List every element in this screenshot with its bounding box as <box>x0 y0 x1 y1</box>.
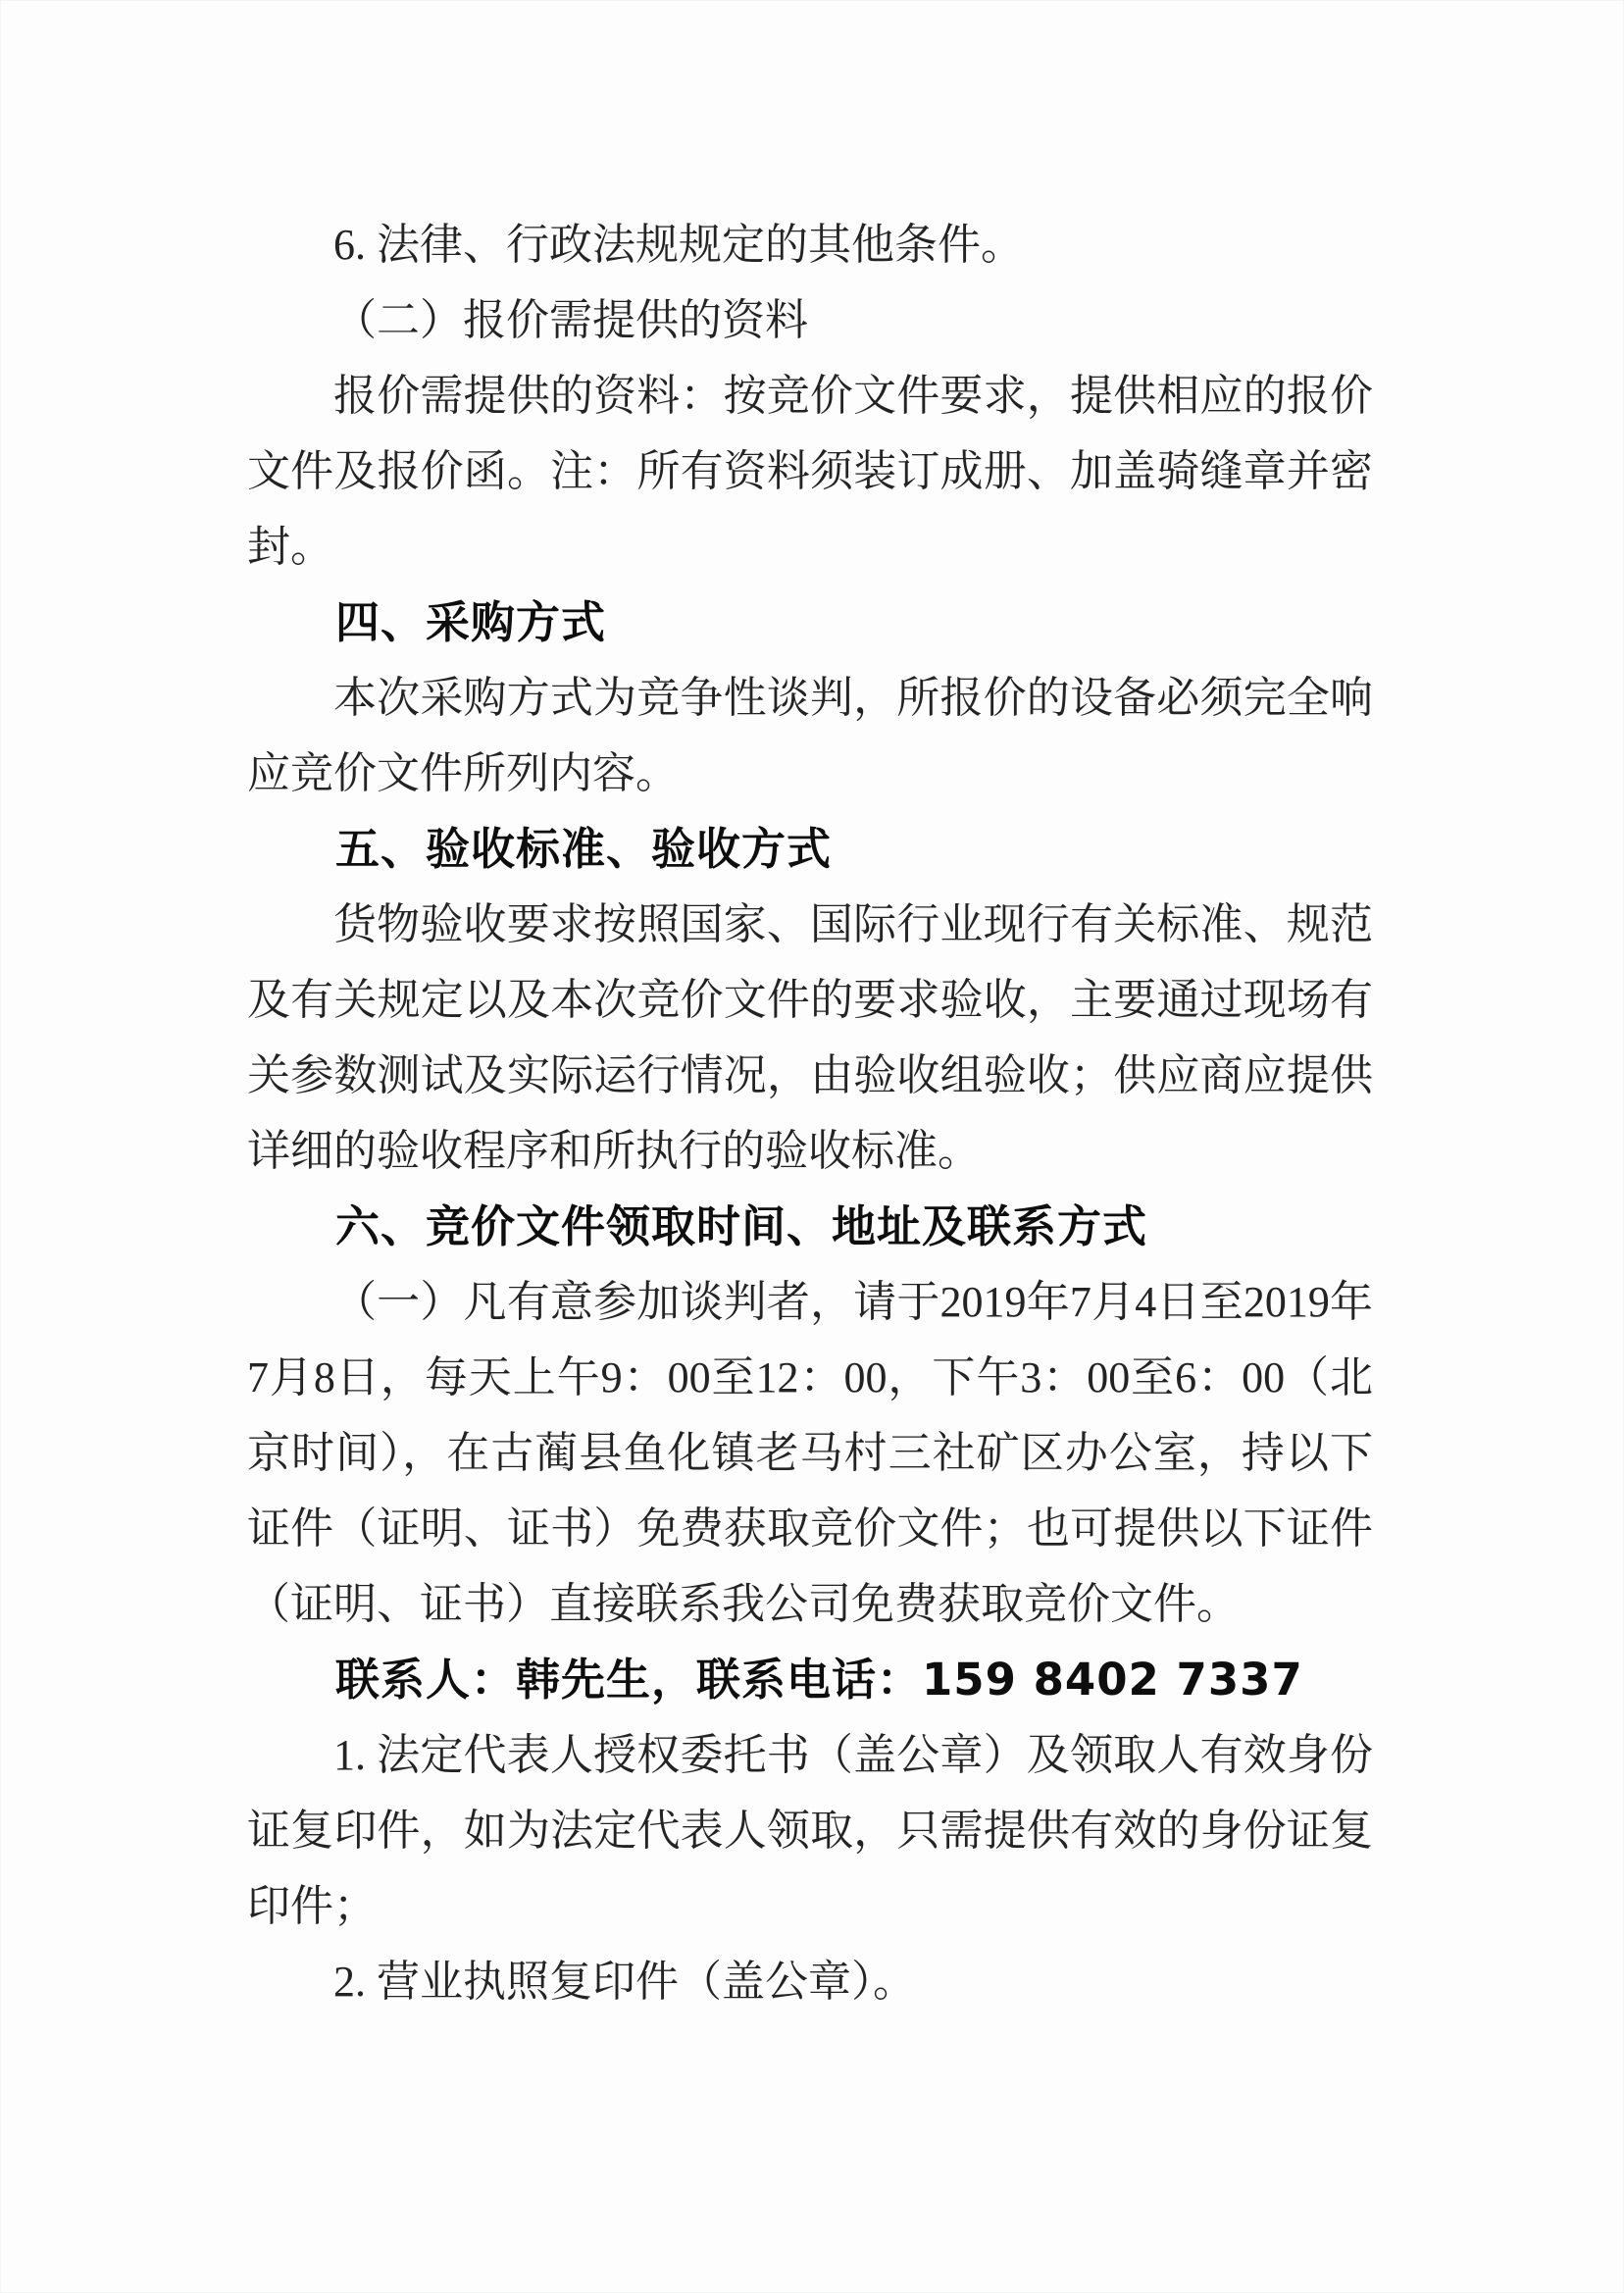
credential-2: 2. 营业执照复印件（盖公章）。 <box>333 1958 916 2006</box>
document-collection-info: （一）凡有意参加谈判者，请于2019年7月4日至2019年 <box>333 1278 1373 1326</box>
document-content <box>247 207 1373 2019</box>
subsection-2-title: （二）报价需提供的资料 <box>333 296 808 344</box>
procurement-method: 本次采购方式为竞争性谈判，所报价的设备必须完全响 <box>333 674 1373 722</box>
materials-requirements: 文件及报价函。注：所有资料须装订成册、加盖骑缝章并密 <box>247 447 1373 495</box>
section-5-heading: 五、验收标准、验收方式 <box>335 823 833 875</box>
document-collection-info: 证件（证明、证书）免费获取竞价文件；也可提供以下证件 <box>247 1504 1373 1553</box>
materials-requirements: 报价需提供的资料：按竞价文件要求，提供相应的报价 <box>333 372 1373 420</box>
contact-info: 联系人：韩先生，联系电话：159 8402 7337 <box>335 1654 1303 1706</box>
document-collection-info: 7月8日，每天上午9：00至12：00，下午3：00至6：00（北 <box>247 1353 1373 1401</box>
clause-6: 6. 法律、行政法规规定的其他条件。 <box>333 221 1024 269</box>
credential-1: 证复印件，如为法定代表人领取，只需提供有效的身份证复 <box>247 1807 1373 1855</box>
credential-1: 1. 法定代表人授权委托书（盖公章）及领取人有效身份 <box>333 1731 1373 1779</box>
document-collection-info: （证明、证书）直接联系我公司免费获取竞价文件。 <box>247 1580 1240 1628</box>
acceptance-standards: 货物验收要求按照国家、国际行业现行有关标准、规范 <box>333 900 1373 948</box>
procurement-method: 应竞价文件所列内容。 <box>247 749 679 797</box>
section-4-heading: 四、采购方式 <box>335 596 607 648</box>
acceptance-standards: 关参数测试及实际运行情况，由验收组验收；供应商应提供 <box>247 1051 1373 1099</box>
acceptance-standards: 及有关规定以及本次竞价文件的要求验收，主要通过现场有 <box>247 976 1373 1024</box>
credential-1: 印件； <box>247 1882 377 1930</box>
materials-requirements: 封。 <box>247 523 333 571</box>
acceptance-standards: 详细的验收程序和所执行的验收标准。 <box>247 1127 981 1175</box>
document-collection-info: 京时间），在古蔺县鱼化镇老马村三社矿区办公室，持以下 <box>247 1429 1373 1477</box>
section-6-heading: 六、竞价文件领取时间、地址及联系方式 <box>335 1200 1148 1252</box>
